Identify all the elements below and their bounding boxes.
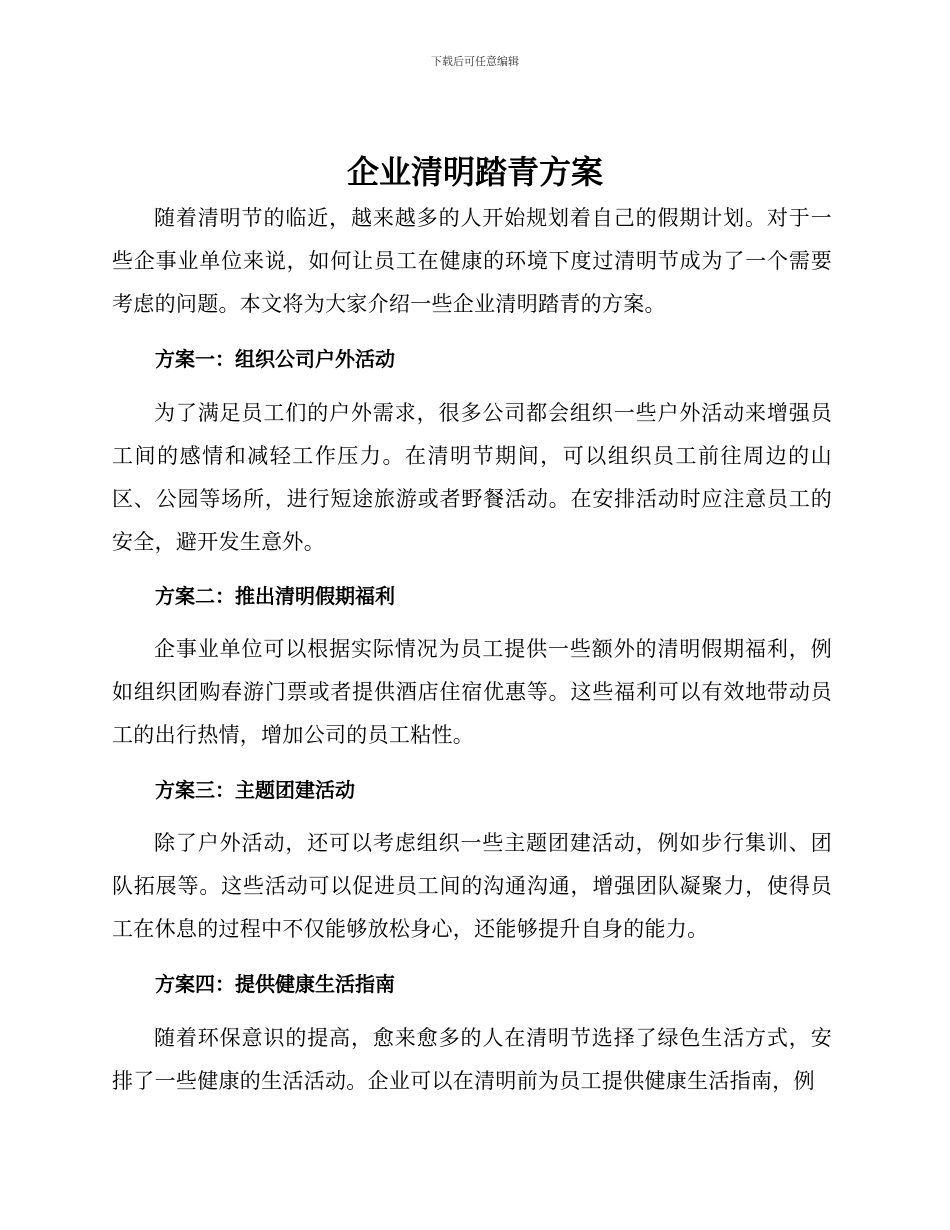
document-title: 企业清明踏青方案: [346, 153, 603, 191]
section-heading-2: 方案二：推出清明假期福利: [155, 584, 395, 608]
section-paragraph-3: 除了户外活动，还可以考虑组织一些主题团建活动，例如步行集训、团队拓展等。这些活动可以促进员工间的沟通沟通，增强团队凝聚力，使得员工在休息的过程中不仅能够放松身心，还能够提升自身的能力。: [112, 831, 832, 941]
section-heading-1: 方案一：组织公司户外活动: [155, 347, 395, 371]
intro-paragraph: 随着清明节的临近，越来越多的人开始规划着自己的假期计划。对于一些企事业单位来说，如何让员工在健康的环境下度过清明节成为了一个需要考虑的问题。本文将为大家介绍一些企业清明踏青的方案。: [112, 206, 832, 316]
section-paragraph-4: 随着环保意识的提高，愈来愈多的人在清明节选择了绿色生活方式，安排了一些健康的生活活动。企业可以在清明前为员工提供健康生活指南，例: [112, 1026, 832, 1093]
section-paragraph-2: 企事业单位可以根据实际情况为员工提供一些额外的清明假期福利，例如组织团购春游门票或者提供酒店住宿优惠等。这些福利可以有效地带动员工的出行热情，增加公司的员工粘性。: [112, 637, 832, 747]
section-paragraph-1: 为了满足员工们的户外需求，很多公司都会组织一些户外活动来增强员工间的感情和减轻工作压力。在清明节期间，可以组织员工前往周边的山区、公园等场所，进行短途旅游或者野餐活动。在安排活动时应注意员工的安全，避开发生意外。: [112, 401, 832, 554]
section-heading-3: 方案三：主题团建活动: [155, 778, 355, 802]
section-heading-4: 方案四：提供健康生活指南: [155, 972, 395, 996]
header-note: 下载后可任意编辑: [431, 55, 519, 68]
